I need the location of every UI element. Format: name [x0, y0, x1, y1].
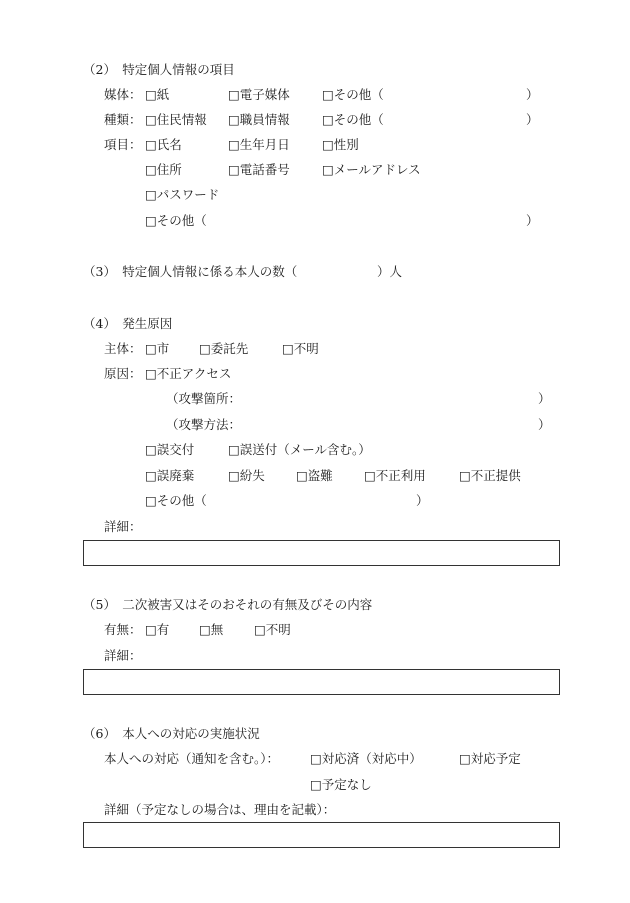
- actor-label: 主体：: [104, 341, 142, 356]
- media-electronic-checkbox[interactable]: □電子媒体: [228, 87, 290, 102]
- cause-wrong-issue-checkbox[interactable]: □誤交付: [145, 442, 195, 457]
- actor-city-checkbox[interactable]: □市: [145, 341, 170, 356]
- section-6-detail-label: 詳細（予定なしの場合は、理由を記載）：: [104, 802, 336, 817]
- cause-unauthorized-access-checkbox[interactable]: □不正アクセス: [145, 366, 232, 381]
- response-done-checkbox[interactable]: □対応済（対応中）: [310, 751, 422, 766]
- media-other-close: ）: [526, 87, 539, 102]
- type-staff-checkbox[interactable]: □職員情報: [228, 112, 290, 127]
- item-password-checkbox[interactable]: □パスワード: [145, 187, 220, 202]
- item-label: 項目：: [104, 137, 142, 152]
- section-3-tail: ）人: [377, 264, 403, 279]
- item-phone-checkbox[interactable]: □電話番号: [228, 162, 290, 177]
- section-4-detail-input[interactable]: [83, 540, 560, 566]
- cause-other-close: ）: [416, 493, 429, 508]
- attack-method-close: ）: [538, 417, 551, 432]
- section-5-heading: （5） 二次被害又はそのおそれの有無及びその内容: [83, 597, 373, 612]
- item-other-close: ）: [526, 213, 539, 228]
- exists-no-checkbox[interactable]: □無: [199, 622, 224, 637]
- exists-unknown-checkbox[interactable]: □不明: [254, 622, 291, 637]
- media-paper-checkbox[interactable]: □紙: [145, 87, 170, 102]
- cause-loss-checkbox[interactable]: □紛失: [228, 468, 265, 483]
- actor-unknown-checkbox[interactable]: □不明: [282, 341, 319, 356]
- cause-wrong-disposal-checkbox[interactable]: □誤廃棄: [145, 468, 195, 483]
- cause-improper-provision-checkbox[interactable]: □不正提供: [459, 468, 521, 483]
- section-6-heading: （6） 本人への対応の実施状況: [83, 726, 260, 741]
- item-other-checkbox[interactable]: □その他（: [145, 213, 207, 228]
- section-5-detail-input[interactable]: [83, 669, 560, 695]
- item-name-checkbox[interactable]: □氏名: [145, 137, 182, 152]
- response-planned-checkbox[interactable]: □対応予定: [459, 751, 521, 766]
- item-email-checkbox[interactable]: □メールアドレス: [322, 162, 421, 177]
- media-other-checkbox[interactable]: □その他（: [322, 87, 384, 102]
- type-label: 種類：: [104, 112, 142, 127]
- type-other-close: ）: [526, 112, 539, 127]
- section-2-heading: （2） 特定個人情報の項目: [83, 62, 235, 77]
- response-label: 本人への対応（通知を含む。）：: [104, 751, 280, 766]
- section-4-detail-label: 詳細：: [104, 519, 142, 534]
- item-birthdate-checkbox[interactable]: □生年月日: [228, 137, 290, 152]
- cause-wrong-send-checkbox[interactable]: □誤送付（メール含む。）: [228, 442, 371, 457]
- attack-point-close: ）: [538, 391, 551, 406]
- section-5-detail-label: 詳細：: [104, 648, 142, 663]
- cause-other-checkbox[interactable]: □その他（: [145, 493, 207, 508]
- type-other-checkbox[interactable]: □その他（: [322, 112, 384, 127]
- attack-method-label: （攻撃方法：: [166, 417, 242, 432]
- cause-misuse-checkbox[interactable]: □不正利用: [364, 468, 426, 483]
- cause-label: 原因：: [104, 366, 142, 381]
- exists-label: 有無：: [104, 622, 142, 637]
- actor-contractor-checkbox[interactable]: □委託先: [199, 341, 249, 356]
- response-none-checkbox[interactable]: □予定なし: [310, 777, 372, 792]
- cause-theft-checkbox[interactable]: □盗難: [296, 468, 333, 483]
- section-4-heading: （4） 発生原因: [83, 316, 173, 331]
- item-address-checkbox[interactable]: □住所: [145, 162, 182, 177]
- media-label: 媒体：: [104, 87, 142, 102]
- type-resident-checkbox[interactable]: □住民情報: [145, 112, 207, 127]
- section-6-detail-input[interactable]: [83, 822, 560, 848]
- exists-yes-checkbox[interactable]: □有: [145, 622, 170, 637]
- section-3-heading: （3） 特定個人情報に係る本人の数（: [83, 264, 298, 279]
- attack-point-label: （攻撃箇所：: [166, 391, 242, 406]
- item-gender-checkbox[interactable]: □性別: [322, 137, 359, 152]
